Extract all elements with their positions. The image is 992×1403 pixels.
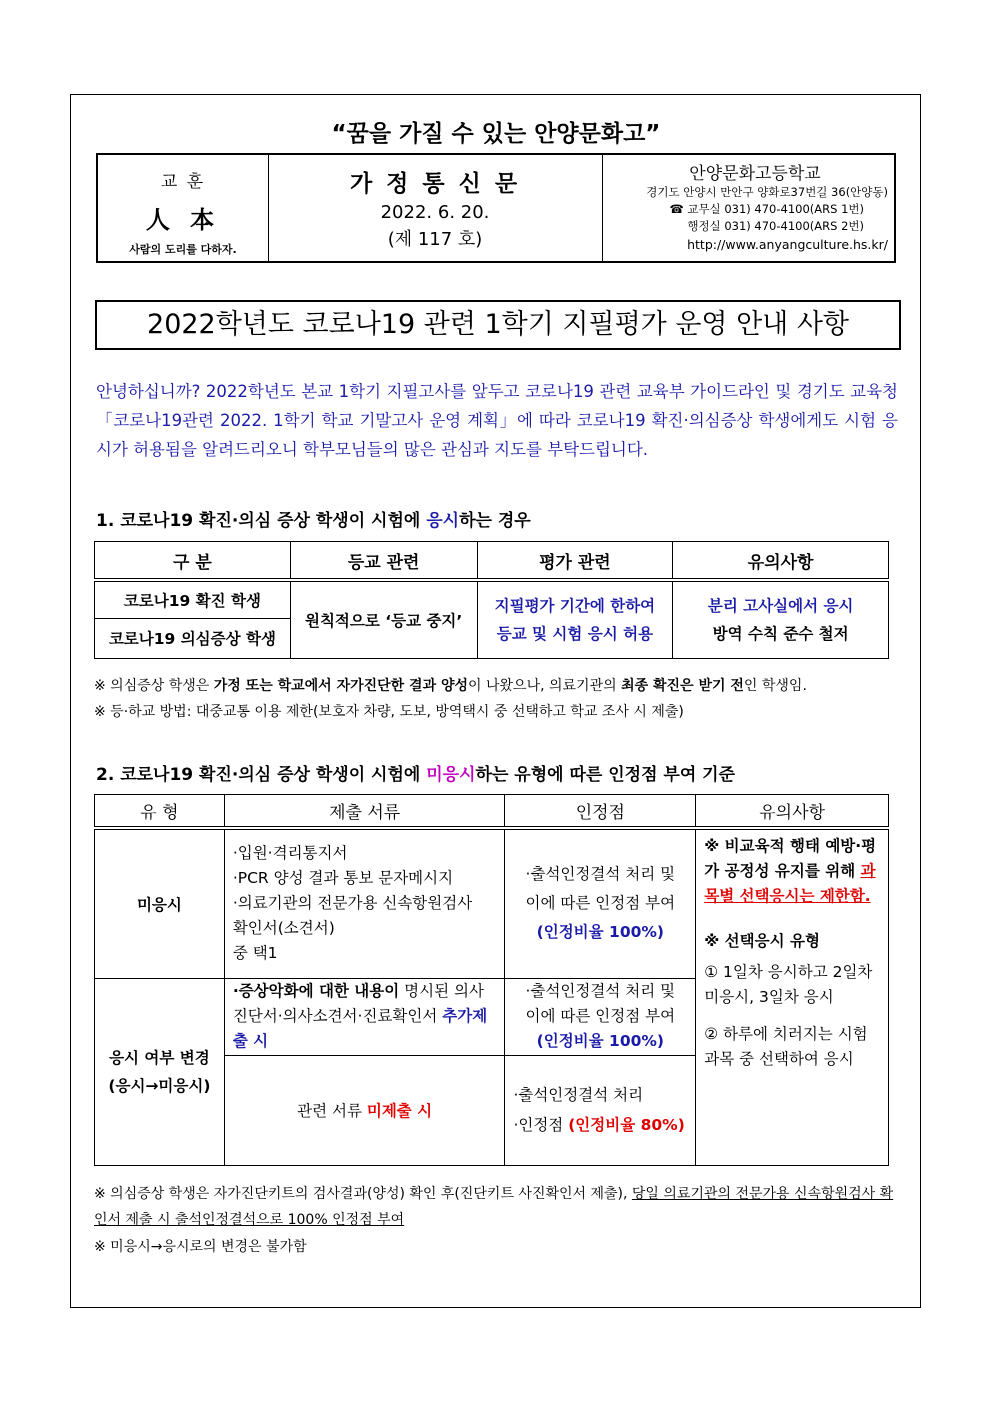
table-header: 유의사항 — [673, 542, 889, 581]
school-name: 안양문화고등학교 — [689, 164, 821, 184]
newsletter-number: (제 117 호) — [387, 229, 483, 250]
letterhead — [96, 153, 896, 263]
table-header: 유 형 — [95, 795, 225, 829]
newsletter-info — [268, 155, 603, 261]
score-line: ·출석인정결석 처리 및 — [525, 865, 676, 884]
section1-heading-highlight: 응시 — [426, 511, 460, 531]
evaluation-cell — [477, 580, 673, 658]
doc-item: ·입원·격리통지서 — [232, 844, 348, 863]
section2-caution-cell — [696, 828, 889, 1165]
type-change — [95, 978, 225, 1165]
creed-label: 교 훈 — [160, 172, 206, 192]
score-ratio: (인정비율 100%) — [536, 923, 664, 942]
docs-worsened — [224, 978, 505, 1055]
creed-value: 人 本 — [145, 206, 221, 234]
attendance-cell: 원칙적으로 ‘등교 중지’ — [290, 580, 477, 658]
selective-type-1: ① 1일차 응시하고 2일차 미응시, 3일차 응시 — [704, 963, 873, 1006]
selective-type-2: ② 하루에 치러지는 시험 과목 중 선택하여 응시 — [704, 1025, 868, 1068]
row-label-confirmed: 코로나19 확진 학생 — [95, 580, 291, 618]
doc-item: 중 택1 — [232, 944, 278, 963]
section1-heading-post: 하는 경우 — [459, 511, 531, 531]
section2-heading-highlight: 미응시 — [426, 765, 476, 785]
table-header: 구 분 — [95, 542, 291, 581]
newsletter-title: 가 정 통 신 문 — [349, 171, 521, 197]
intro-paragraph: 안녕하십니까? 2022학년도 본교 1학기 지필고사를 앞두고 코로나19 관련 교육부 가이드라인 및 경기도 교육청「코로나19관련 2022. 1학기 학교 기말고사 운영 계획」에 따라 코로나19 확진·의심증상 학생에게도 시험 응시가 허용됨을 알려드리오니 학부모님들의 많은 관심과 지도를 부탁드립니다. — [96, 382, 898, 459]
section1-table — [94, 541, 889, 659]
type-change-line: (응시→미응시) — [108, 1076, 211, 1095]
page-title: 2022학년도 코로나19 관련 1학기 지필평가 운영 안내 사항 — [95, 300, 901, 350]
row-label-suspected: 코로나19 의심증상 학생 — [95, 618, 291, 658]
score-line: ·출석인정결석 처리 및 — [525, 982, 676, 1000]
score-ratio: (인정비율 80%) — [568, 1116, 685, 1134]
footnote-text: ※ 의심증상 학생은 자가진단키트의 검사결과(양성) 확인 후(진단키트 사진확인서 제출), — [94, 1186, 632, 1202]
selective-type-heading: ※ 선택응시 유형 — [704, 932, 820, 950]
section2-heading-post: 하는 유형에 따른 인정점 부여 기준 — [475, 765, 736, 785]
table-header: 유의사항 — [696, 795, 889, 829]
newsletter-date: 2022. 6. 20. — [380, 202, 490, 223]
table-header: 등교 관련 — [290, 542, 477, 581]
school-address: 경기도 안양시 만안구 양화로37번길 36(안양동) — [646, 185, 888, 199]
school-creed — [98, 155, 269, 261]
score-line: ·인정점 — [513, 1116, 569, 1134]
score-missing — [505, 1055, 696, 1165]
footnote-text: 이 나왔으나, 의료기관의 — [468, 678, 622, 694]
score-non-attend — [505, 828, 696, 978]
caution-text — [704, 834, 880, 909]
section2-footnote-2: ※ 미응시→응시로의 변경은 불가함 — [94, 1239, 307, 1255]
table-header: 평가 관련 — [477, 542, 673, 581]
score-ratio: (인정비율 100%) — [536, 1032, 664, 1050]
doc-emphasis: ·증상악화에 대한 내용이 — [232, 982, 400, 1000]
caution-text-restricted: 과목별 선택응시는 제한함. — [704, 862, 876, 905]
doc-text: 명시된 의사진단서·의사소견서·진료확인서 — [232, 982, 484, 1025]
school-url[interactable]: http://www.anyangculture.hs.kr/ — [687, 237, 888, 252]
school-contact — [602, 155, 894, 261]
footnote-underlined: 당일 의료기관의 전문가용 신속항원검사 확인서 제출 시 출석인정결석으로 100% 인정점 부여 — [94, 1186, 894, 1228]
evaluation-line: 지필평가 기간에 한하여 — [494, 596, 656, 615]
caution-cell — [673, 580, 889, 658]
section2-footnote-1 — [94, 1181, 899, 1233]
doc-item: 확인서(소견서) — [232, 919, 335, 938]
footnote-emphasis: 가정 또는 학교에서 자가진단한 결과 양성 — [213, 678, 469, 694]
docs-non-attend — [224, 828, 505, 978]
footnote-emphasis: 최종 확진은 받기 전 — [621, 678, 744, 694]
caution-text-main: ※ 비교육적 행태 예방·평가 공정성 유지를 위해 — [704, 837, 877, 880]
school-motto: “꿈을 가질 수 있는 안양문화고” — [331, 121, 661, 147]
creed-subtitle: 사람의 도리를 다하자. — [129, 243, 237, 256]
phone-office: ☎ 교무실 031) 470-4100(ARS 1번) — [669, 202, 864, 216]
section1-footnote-1 — [94, 675, 807, 695]
type-change-line: 응시 여부 변경 — [109, 1048, 210, 1067]
table-header: 인정점 — [505, 795, 696, 829]
caution-line: 분리 고사실에서 응시 — [707, 596, 854, 615]
section1-heading-pre: 1. 코로나19 확진·의심 증상 학생이 시험에 — [96, 511, 427, 531]
evaluation-line: 등교 및 시험 응시 허용 — [496, 624, 654, 643]
phone-admin: 행정실 031) 470-4100(ARS 2번) — [687, 219, 864, 233]
footnote-text: ※ 의심증상 학생은 — [94, 678, 214, 694]
score-line: ·출석인정결석 처리 — [513, 1086, 644, 1104]
caution-line: 방역 수칙 준수 철저 — [712, 624, 849, 643]
section2-heading — [96, 760, 735, 785]
section2-table — [94, 794, 889, 1166]
score-line: 이에 따른 인정점 부여 — [525, 894, 676, 913]
doc-text: 관련 서류 — [297, 1102, 367, 1120]
docs-missing — [224, 1055, 505, 1165]
doc-emphasis-blue: 추가제출 시 — [232, 1007, 488, 1050]
table-header: 제출 서류 — [224, 795, 505, 829]
doc-item: ·의료기관의 전문가용 신속항원검사 — [232, 894, 473, 913]
score-line: 이에 따른 인정점 부여 — [525, 1007, 676, 1025]
doc-emphasis-red: 미제출 시 — [366, 1102, 433, 1120]
footnote-text: 인 학생임. — [743, 678, 807, 694]
doc-item: ·PCR 양성 결과 통보 문자메시지 — [232, 869, 454, 888]
type-non-attend: 미응시 — [95, 828, 225, 978]
score-worsened — [505, 978, 696, 1055]
section1-footnote-2: ※ 등·하교 방법: 대중교통 이용 제한(보호자 차량, 도보, 방역택시 중 선택하고 학교 조사 시 제출) — [94, 704, 684, 720]
section1-heading — [96, 506, 531, 531]
section2-heading-pre: 2. 코로나19 확진·의심 증상 학생이 시험에 — [96, 765, 427, 785]
